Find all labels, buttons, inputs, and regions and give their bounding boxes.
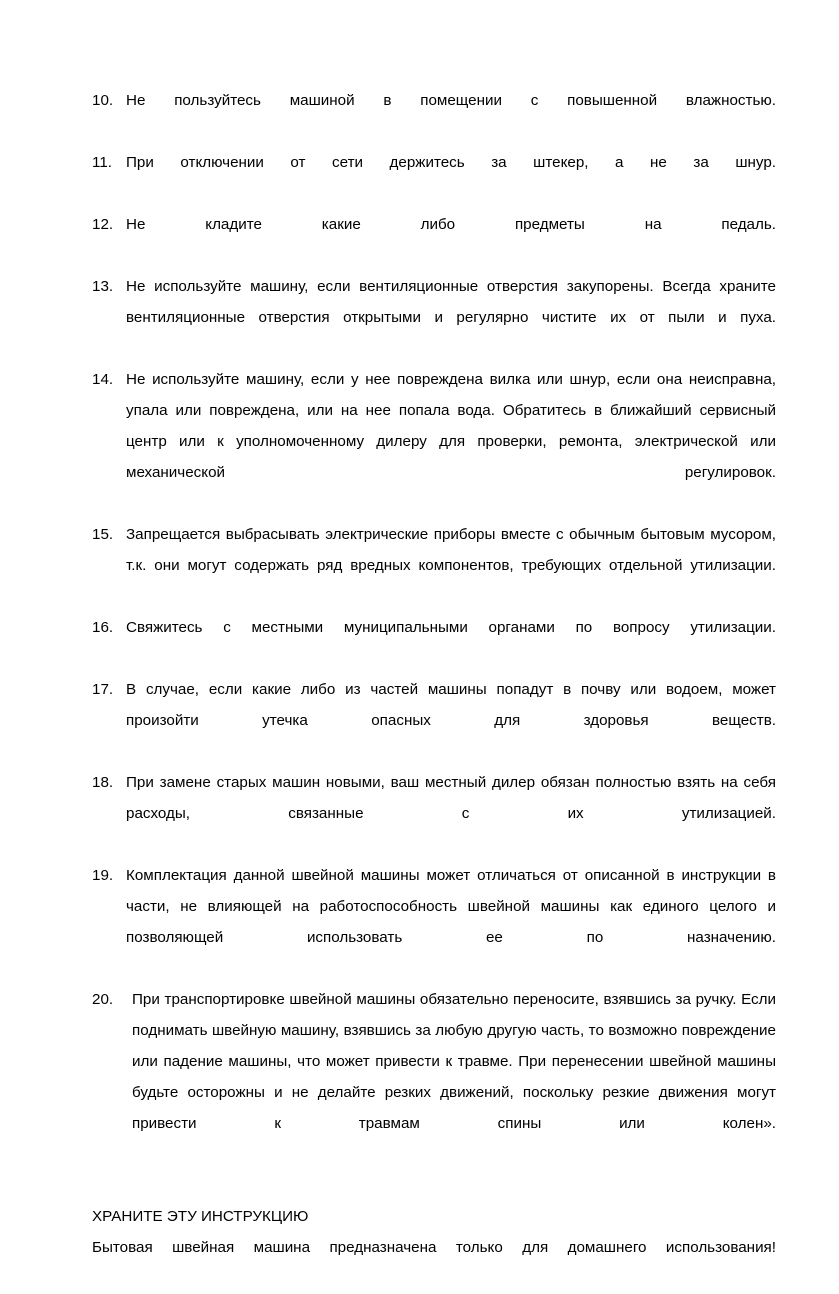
list-item — [92, 364, 776, 519]
list-item-number: 19. — [92, 867, 114, 884]
list-item-number: 10. — [92, 92, 114, 109]
closing-paragraph: Бытовая швейная машина предназначена только для домашнего использования! — [92, 1239, 776, 1256]
list-item-number: 20. — [92, 991, 114, 1008]
list-item-text: В случае, если какие либо из частей машины попадут в почву или водоем, может произойти утечка опасных для здоровья веществ. — [126, 681, 776, 729]
list-item-number: 17. — [92, 681, 114, 698]
list-item — [92, 147, 776, 209]
list-item-text: Запрещается выбрасывать электрические приборы вместе с обычным бытовым мусором, т.к. они могут содержать ряд вредных компонентов, требующих отдельной утилизации. — [126, 526, 776, 574]
list-item-number: 16. — [92, 619, 114, 636]
list-item-text: Свяжитесь с местными муниципальными органами по вопросу утилизации. — [126, 619, 776, 636]
list-item-number: 14. — [92, 371, 114, 388]
list-item-number: 13. — [92, 278, 114, 295]
list-item-number: 18. — [92, 774, 114, 791]
list-item — [92, 674, 776, 767]
page-content — [92, 85, 776, 1294]
closing-heading: ХРАНИТЕ ЭТУ ИНСТРУКЦИЮ — [92, 1208, 309, 1225]
list-item — [92, 519, 776, 612]
list-item-text: Комплектация данной швейной машины может отличаться от описанной в инструкции в части, не влияющей на работоспособность швейной машины как единого целого и позволяющей использовать ее по назначению. — [126, 867, 776, 946]
list-item — [92, 85, 776, 147]
list-item-number: 11. — [92, 154, 112, 171]
list-item — [92, 209, 776, 271]
list-item-text: Не используйте машину, если вентиляционные отверстия закупорены. Всегда храните вентиляционные отверстия открытыми и регулярно чистите их от пыли и пуха. — [126, 278, 776, 326]
list-item — [92, 271, 776, 364]
list-item — [92, 984, 776, 1170]
list-item-text: Не используйте машину, если у нее повреждена вилка или шнур, если она неисправна, упала или повреждена, или на нее попала вода. Обратитесь в ближайший сервисный центр или к уполномоченному дилеру для проверки, ремонта, электрической или механической регулировок. — [126, 371, 776, 481]
list-item-text: При замене старых машин новыми, ваш местный дилер обязан полностью взять на себя расходы, связанные с их утилизацией. — [126, 774, 776, 822]
closing-block — [92, 1201, 776, 1294]
list-item — [92, 612, 776, 674]
list-item-text: Не кладите какие либо предметы на педаль. — [126, 216, 776, 233]
list-item-text: При отключении от сети держитесь за штекер, а не за шнур. — [126, 154, 776, 171]
list-item-number: 15. — [92, 526, 114, 543]
list-item-number: 12. — [92, 216, 114, 233]
list-item-text: При транспортировке швейной машины обязательно переносите, взявшись за ручку. Если поднимать швейную машину, взявшись за любую другую часть, то возможно повреждение или падение машины, что может привести к травме. При перенесении швейной машины будьте осторожны и не делайте резких движений, поскольку резкие движения могут привести к травмам спины или колен». — [132, 991, 776, 1132]
list-item-text: Не пользуйтесь машиной в помещении с повышенной влажностью. — [126, 92, 776, 109]
safety-instructions-list — [92, 85, 776, 1170]
list-item — [92, 860, 776, 984]
list-item — [92, 767, 776, 860]
